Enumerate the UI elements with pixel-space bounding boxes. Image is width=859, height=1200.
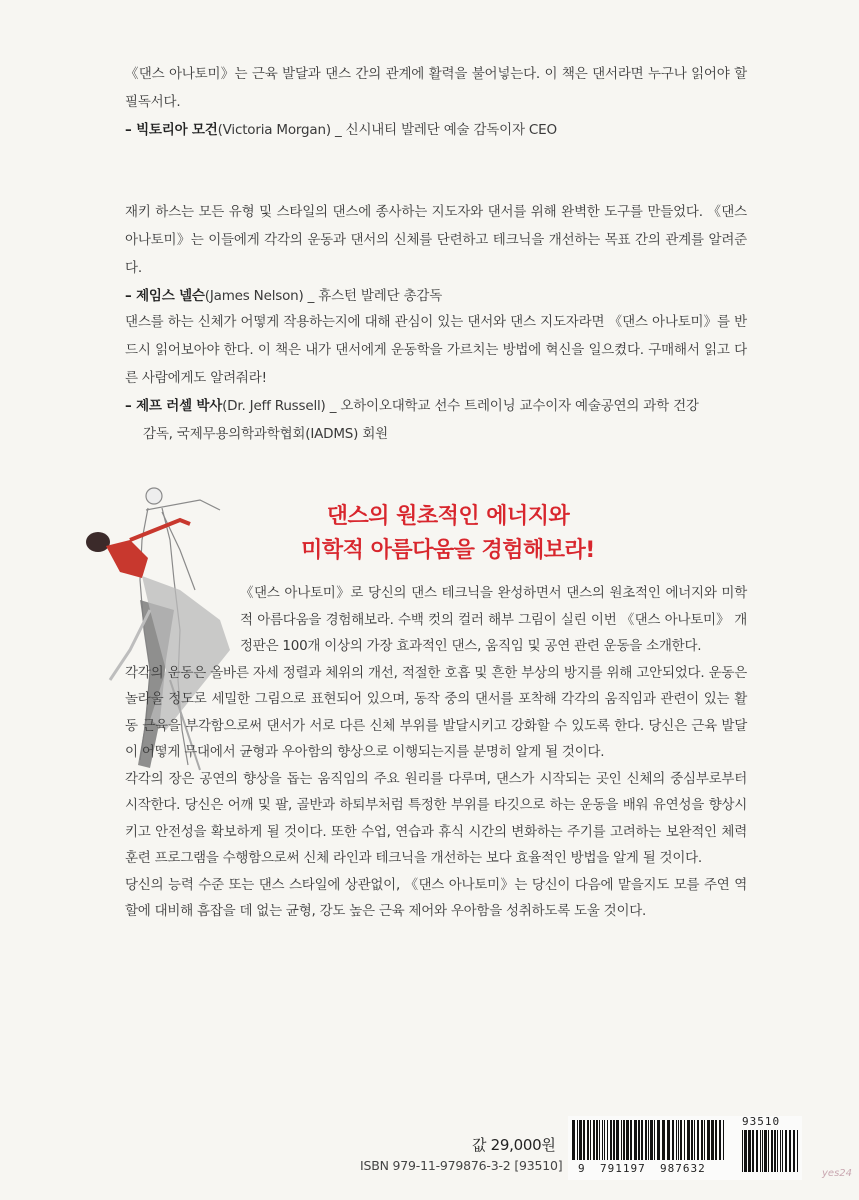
barcode-addon-digits: 93510 bbox=[742, 1115, 781, 1128]
barcode-bar bbox=[667, 1120, 670, 1160]
quote-1-attribution: – 빅토리아 모건(Victoria Morgan) _ 신시내티 발레단 예술 감독이자 CEO bbox=[125, 122, 557, 138]
barcode-bar bbox=[645, 1120, 647, 1160]
barcode-bar bbox=[572, 1120, 575, 1160]
barcode-bar bbox=[678, 1120, 679, 1160]
barcode-bar bbox=[590, 1120, 591, 1160]
price-label: 값 29,000원 bbox=[472, 1136, 556, 1154]
barcode-bar bbox=[672, 1120, 674, 1160]
barcode-bar bbox=[707, 1120, 710, 1160]
barcode-bar bbox=[797, 1130, 798, 1172]
barcode-bar bbox=[657, 1120, 660, 1160]
barcode-bar bbox=[593, 1120, 595, 1160]
barcode-bar bbox=[793, 1130, 795, 1172]
quote-2-author-detail: (James Nelson) _ 휴스턴 발레단 총감독 bbox=[204, 288, 443, 304]
barcode-bar bbox=[626, 1120, 629, 1160]
barcode-bar bbox=[676, 1120, 677, 1160]
barcode-bar bbox=[789, 1130, 791, 1172]
quote-2-attribution: – 제임스 넬슨(James Nelson) _ 휴스턴 발레단 총감독 bbox=[125, 288, 443, 304]
barcode-bar bbox=[602, 1120, 603, 1160]
quote-1-text: 《댄스 아나토미》는 근육 발달과 댄스 간의 관계에 활력을 불어넣는다. 이 책은 댄서라면 누구나 읽어야 할 필독서다. bbox=[125, 66, 747, 110]
barcode-bar bbox=[596, 1120, 598, 1160]
barcode-bar bbox=[610, 1120, 612, 1160]
barcode-bar bbox=[579, 1120, 582, 1160]
barcode-bar bbox=[634, 1120, 637, 1160]
barcode-bar bbox=[768, 1130, 769, 1172]
quote-3-author: 제프 러셀 박사 bbox=[136, 398, 223, 414]
barcode-bar bbox=[641, 1120, 643, 1160]
barcode-bar bbox=[623, 1120, 625, 1160]
quote-2-text: 재키 하스는 모든 유형 및 스타일의 댄스에 종사하는 지도자와 댄서를 위해 완벽한 도구를 만들었다. 《댄스 아나토미》는 이들에게 각각의 운동과 댄서의 신체를 단련하고 테크닉을 개선하는 목표 간의 관계를 알려준다. bbox=[125, 204, 747, 276]
barcode-bar bbox=[701, 1120, 703, 1160]
barcode-bar bbox=[607, 1120, 608, 1160]
barcode-bar bbox=[711, 1120, 714, 1160]
barcode-left-digits: 791197 bbox=[600, 1162, 646, 1175]
barcode-bar bbox=[719, 1120, 721, 1160]
barcode-bar bbox=[774, 1130, 776, 1172]
barcode-bar bbox=[780, 1130, 781, 1172]
barcode-bar bbox=[650, 1120, 653, 1160]
barcode-bar bbox=[613, 1120, 615, 1160]
barcode-bar bbox=[577, 1120, 578, 1160]
barcode-bar bbox=[785, 1130, 787, 1172]
quote-3-attribution: – 제프 러셀 박사(Dr. Jeff Russell) _ 오하이오대학교 선수 트레이닝 교수이자 예술공연의 과학 건강 감독, 국제무용의학과학협회(IADMS) 회원 bbox=[125, 392, 747, 448]
barcode-bar bbox=[583, 1120, 585, 1160]
barcode-bar bbox=[691, 1120, 693, 1160]
barcode-bar bbox=[762, 1130, 763, 1172]
barcode-bar bbox=[723, 1120, 724, 1160]
barcode-bar bbox=[616, 1120, 619, 1160]
barcode-bar bbox=[694, 1120, 695, 1160]
barcode-bar bbox=[760, 1130, 761, 1172]
addon-barcode bbox=[742, 1130, 798, 1172]
quote-3-author-detail-2: 감독, 국제무용의학과학협회(IADMS) 회원 bbox=[143, 426, 389, 442]
description-body bbox=[125, 580, 747, 925]
barcode-bar bbox=[704, 1120, 705, 1160]
barcode-first-digit: 9 bbox=[578, 1162, 586, 1175]
barcode-bar bbox=[630, 1120, 632, 1160]
barcode-bar bbox=[756, 1130, 758, 1172]
quote-3 bbox=[125, 308, 747, 448]
barcode-bar bbox=[744, 1130, 747, 1172]
barcode-bar bbox=[771, 1130, 773, 1172]
quote-1-author-detail: (Victoria Morgan) _ 신시내티 발레단 예술 감독이자 CEO bbox=[217, 122, 557, 138]
quote-1 bbox=[125, 60, 747, 144]
body-paragraph-1b: 각각의 운동은 올바른 자세 정렬과 체위의 개선, 적절한 호흡 및 흔한 부상의 방지를 위해 고안되었다. 운동은 놀라울 정도로 세밀한 그림으로 표현되어 있으며, 동작 중의 댄서를 포착해 각각의 움직임과 관련이 있는 활동 근육을 부각함으로써 댄서가 서로 다른 신체 부위를 발달시키고 강화할 수 있도록 한다. 당신은 근육 발달이 어떻게 무대에서 균형과 우아함의 향상으로 이행되는지를 분명히 알게 될 것이다. bbox=[125, 664, 747, 760]
headline-line-2: 미학적 아름다움을 경험해보라! bbox=[301, 538, 595, 563]
barcode-bar bbox=[604, 1120, 605, 1160]
barcode-bar bbox=[648, 1120, 649, 1160]
watermark: yes24 bbox=[822, 1168, 853, 1179]
barcode-bar bbox=[777, 1130, 778, 1172]
barcode-bar bbox=[687, 1120, 690, 1160]
body-paragraph-3: 당신의 능력 수준 또는 댄스 스타일에 상관없이, 《댄스 아나토미》는 당신이 다음에 맡을지도 모를 주연 역할에 대비해 흠잡을 데 없는 균형, 강도 높은 근육 제어와 우아함을 성취하도록 도울 것이다. bbox=[125, 876, 747, 919]
body-paragraph-2: 각각의 장은 공연의 향상을 돕는 움직임의 주요 원리를 다루며, 댄스가 시작되는 곳인 신체의 중심부로부터 시작한다. 당신은 어깨 및 팔, 골반과 하퇴부처럼 특정한 부위를 타깃으로 하는 운동을 배워 유연성을 향상시키고 안전성을 확보하게 될 것이다. 또한 수업, 연습과 휴식 시간의 변화하는 주기를 고려하는 보완적인 체력 훈련 프로그램을 수행함으로써 신체 라인과 테크닉을 개선하는 보다 효율적인 방법을 알게 될 것이다. bbox=[125, 770, 747, 866]
barcode-bar bbox=[782, 1130, 783, 1172]
barcode-bar bbox=[697, 1120, 699, 1160]
barcode-bar bbox=[654, 1120, 655, 1160]
quote-3-author-detail: (Dr. Jeff Russell) _ 오하이오대학교 선수 트레이닝 교수이자 예술공연의 과학 건강 bbox=[222, 398, 699, 414]
barcode-bar bbox=[621, 1120, 622, 1160]
barcode-bar bbox=[599, 1120, 600, 1160]
headline-line-1: 댄스의 원초적인 에너지와 bbox=[326, 504, 570, 529]
body-paragraph-1a: 《댄스 아나토미》로 당신의 댄스 테크닉을 완성하면서 댄스의 원초적인 에너지와 미학적 아름다움을 경험해보라. 수백 컷의 컬러 해부 그림이 실린 이번 《댄스 아나토미》 개정판은 100개 이상의 가장 효과적인 댄스, 움직임 및 공연 관련 운동을 소개한다. bbox=[240, 585, 747, 654]
quote-2-author: 제임스 넬슨 bbox=[136, 288, 205, 304]
barcode-bar bbox=[748, 1130, 751, 1172]
barcode-bar bbox=[715, 1120, 717, 1160]
barcode-bar bbox=[638, 1120, 640, 1160]
isbn-label: ISBN 979-11-979876-3-2 [93510] bbox=[360, 1158, 563, 1173]
quote-2 bbox=[125, 198, 747, 310]
barcode-bar bbox=[764, 1130, 767, 1172]
barcode-bar bbox=[684, 1120, 685, 1160]
quote-3-text: 댄스를 하는 신체가 어떻게 작용하는지에 대해 관심이 있는 댄서와 댄스 지도자라면 《댄스 아나토미》를 반드시 읽어보아야 한다. 이 책은 내가 댄서에게 운동학을 가르치는 방법에 혁신을 일으켰다. 구매해서 읽고 다른 사람에게도 알려줘라! bbox=[125, 314, 747, 386]
barcode-bar bbox=[752, 1130, 754, 1172]
barcode-bar bbox=[680, 1120, 682, 1160]
quote-1-author: 빅토리아 모건 bbox=[136, 122, 218, 138]
barcode-bar bbox=[662, 1120, 665, 1160]
headline bbox=[238, 500, 658, 568]
barcode-right-digits: 987632 bbox=[660, 1162, 706, 1175]
barcode-bar bbox=[742, 1130, 743, 1172]
barcode-bar bbox=[587, 1120, 589, 1160]
